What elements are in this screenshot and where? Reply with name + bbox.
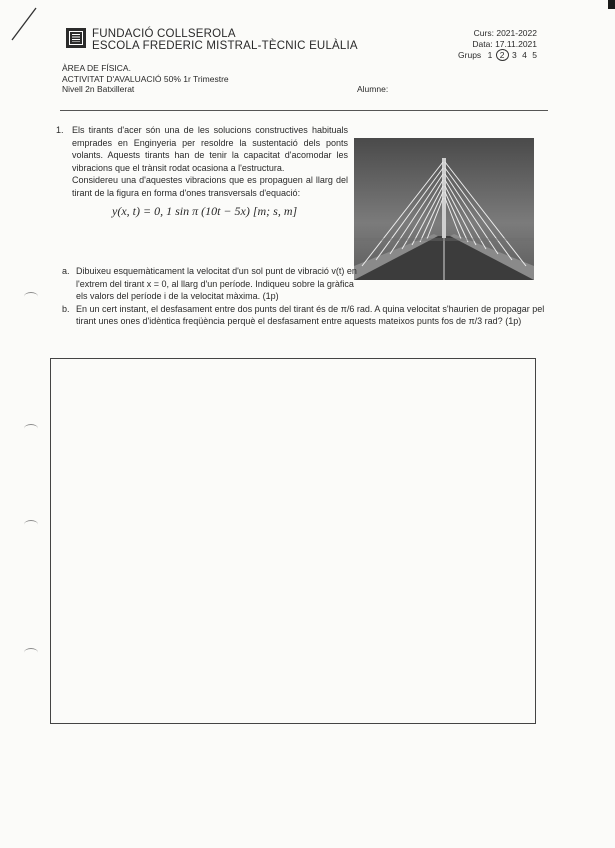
student-label: Alumne:	[357, 84, 389, 94]
question-number: 1.	[56, 125, 64, 135]
institution-name	[92, 28, 358, 52]
groups-line	[420, 49, 537, 61]
subquestion-text: Dibuixeu esquemàticament la velocitat d'un sol punt de vibració v(t) en l'extrem del tirant x = 0, al llarg d'un període. Indiqueu sobre la gràfica els valors del període i de la velocitat màxima. (1p)	[76, 266, 357, 301]
question-paragraph: Els tirants d'acer són una de les solucions constructives habituals emprades en Enginyeria per resoldre la sustentació dels ponts volants. Aquests tirants han de tenir la capacitat d'acomodar les vibracions que el trànsit rodat ocasiona a l'estructura.	[72, 125, 348, 173]
corner-mark	[608, 0, 615, 9]
bridge-photo	[354, 138, 534, 280]
subquestion-text: En un cert instant, el desfasament entre dos punts del tirant és de π/6 rad. A quina velocitat s'haurien de propagar pel tirant unes ones d'idèntica freqüència perquè el desfasament entre aquests mateixos punts fos de π/3 rad? (1p)	[76, 303, 545, 326]
punch-hole-mark	[24, 648, 38, 657]
punch-hole-mark	[24, 292, 38, 301]
question-paragraph: Considereu una d'aquestes vibracions que es propaguen al llarg del tirant de la figura en forma d'ones transversals d'equació:	[72, 175, 348, 198]
course-year: Curs: 2021-2022	[473, 28, 537, 38]
subquestion-list	[62, 265, 546, 328]
school-name: ESCOLA FREDERIC MISTRAL-TÈCNIC EULÀLIA	[92, 40, 358, 52]
punch-hole-mark	[24, 424, 38, 433]
question-block	[58, 124, 348, 218]
subquestion-label: a.	[62, 266, 70, 276]
foundation-name: FUNDACIÓ COLLSEROLA	[92, 28, 236, 40]
subquestion-a	[62, 265, 358, 303]
groups-label: Grups	[458, 50, 482, 60]
course-level: Nivell 2n Batxillerat	[62, 84, 135, 94]
subquestion-label: b.	[62, 303, 70, 314]
exam-date: Data: 17.11.2021	[472, 38, 537, 49]
answer-box[interactable]	[50, 358, 536, 724]
pen-stroke-mark	[0, 0, 60, 60]
subject-area: ÀREA DE FÍSICA.	[62, 63, 131, 73]
group-number: 1	[487, 50, 493, 60]
header-divider	[60, 110, 548, 111]
group-number: 5	[532, 50, 537, 60]
school-logo	[66, 28, 86, 48]
subquestion-b	[62, 303, 552, 328]
group-number: 4	[522, 50, 527, 60]
course-info	[420, 28, 537, 61]
group-number-circled: 2	[496, 49, 509, 61]
activity-title: ACTIVITAT D'AVALUACIÓ 50% 1r Trimestre	[62, 73, 229, 84]
wave-equation: y(x, t) = 0, 1 sin π (10t − 5x) [m; s, m]	[112, 204, 298, 218]
group-number: 3	[512, 50, 517, 60]
punch-hole-mark	[24, 520, 38, 529]
subject-info	[62, 63, 229, 95]
